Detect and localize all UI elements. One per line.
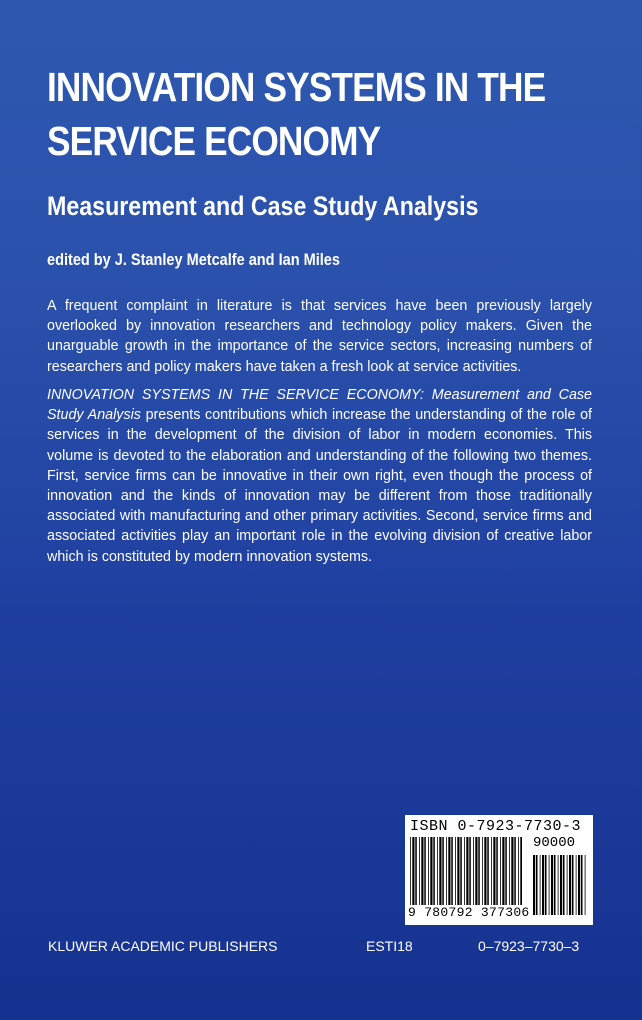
barcode-bar — [460, 837, 462, 915]
barcode-bar — [473, 837, 474, 915]
description-paragraph-2 — [47, 385, 592, 567]
paragraph-2-body: presents contributions which increase the understanding of the role of services in the development of the division of labor in modern economies. This volume is devoted to the elaboration and understanding of the following two themes. First, service firms can be innovative in their own right, even though the process of innovation and the kinds of innovation may be different from those traditionally associated with manufacturing and other primary activities. Second, service firms and associated activities play an important role in the evolving division of creative labor which is constituted by modern innovation systems. — [47, 407, 592, 565]
barcode-bar — [446, 837, 447, 915]
barcode-bar — [572, 855, 574, 915]
book-title — [47, 60, 546, 168]
barcode-bar — [493, 837, 495, 915]
barcode-bar — [491, 837, 492, 915]
barcode-bar — [442, 837, 444, 915]
barcode-bar — [569, 855, 571, 915]
barcode-bar — [567, 855, 568, 915]
barcode-bar — [520, 837, 522, 915]
title-line-2: SERVICE ECONOMY — [47, 118, 381, 164]
barcode-bar — [563, 855, 565, 915]
barcode-bar — [412, 837, 414, 915]
barcode-bar — [430, 837, 432, 915]
barcode-bar — [464, 837, 465, 915]
barcode-bar — [500, 837, 501, 915]
title-line-1: INNOVATION SYSTEMS IN THE — [47, 64, 546, 110]
barcode-bar — [410, 837, 411, 915]
barcode-bar — [549, 855, 550, 915]
barcode-bar — [576, 855, 577, 915]
barcode-bar — [439, 837, 441, 915]
barcode-bar — [545, 855, 547, 915]
barcode-bar — [581, 855, 583, 915]
barcode-bar — [558, 855, 559, 915]
barcode-bar — [419, 837, 420, 915]
footer-isbn: 0–7923–7730–3 — [478, 938, 580, 954]
barcode-isbn-label: ISBN 0-7923-7730-3 — [410, 818, 582, 835]
editors-line: edited by J. Stanley Metcalfe and Ian Miles — [47, 251, 340, 269]
barcode-bar — [433, 837, 435, 915]
barcode-bar — [551, 855, 553, 915]
barcode-ean-number: 9 780792 377306 — [408, 905, 530, 920]
barcode-bar — [437, 837, 438, 915]
barcode-bar — [578, 855, 580, 915]
isbn-barcode — [405, 815, 593, 925]
publisher-name: KLUWER ACADEMIC PUBLISHERS — [48, 938, 278, 954]
barcode-bar — [428, 837, 429, 915]
barcode-bar — [448, 837, 450, 915]
barcode-bar — [496, 837, 498, 915]
barcode-bar — [457, 837, 459, 915]
barcode-bar — [455, 837, 456, 915]
barcode-bar — [533, 855, 535, 915]
barcode-bar — [502, 837, 504, 915]
barcode-bar — [421, 837, 423, 915]
description-paragraph-1: A frequent complaint in literature is that services have been previously largely overlooked by innovation researchers and technology policy makers. Given the unarguable growth in the importance of the service sectors, increasing numbers of researchers and policy makers have taken a fresh look at service activities. — [47, 298, 592, 375]
barcode-addon-number: 90000 — [533, 835, 576, 851]
barcode-bar — [518, 837, 519, 915]
addon-barcode-bars — [533, 855, 588, 915]
barcode-bar — [478, 837, 480, 915]
barcode-bar — [469, 837, 471, 915]
barcode-bar — [466, 837, 468, 915]
barcode-bar — [415, 837, 417, 915]
barcode-bar — [482, 837, 483, 915]
barcode-bar — [484, 837, 486, 915]
barcode-bar — [585, 855, 586, 915]
barcode-bar — [424, 837, 426, 915]
barcode-bar — [509, 837, 510, 915]
barcode-bar — [514, 837, 516, 915]
barcode-bar — [451, 837, 453, 915]
barcode-bar — [505, 837, 507, 915]
barcode-bar — [542, 855, 544, 915]
barcode-bar — [560, 855, 562, 915]
barcode-bar — [536, 855, 538, 915]
barcode-bar — [540, 855, 541, 915]
barcode-bar — [487, 837, 489, 915]
paragraph-2-book-title: INNOVATION SYSTEMS IN THE SERVICE ECONOMY: Measurement and Case Study Analysis — [47, 387, 592, 424]
ean-barcode-bars — [410, 837, 522, 915]
barcode-bar — [475, 837, 477, 915]
series-code: ESTI18 — [366, 938, 413, 954]
barcode-bar — [511, 837, 513, 915]
barcode-bar — [554, 855, 556, 915]
book-subtitle: Measurement and Case Study Analysis — [47, 191, 479, 221]
